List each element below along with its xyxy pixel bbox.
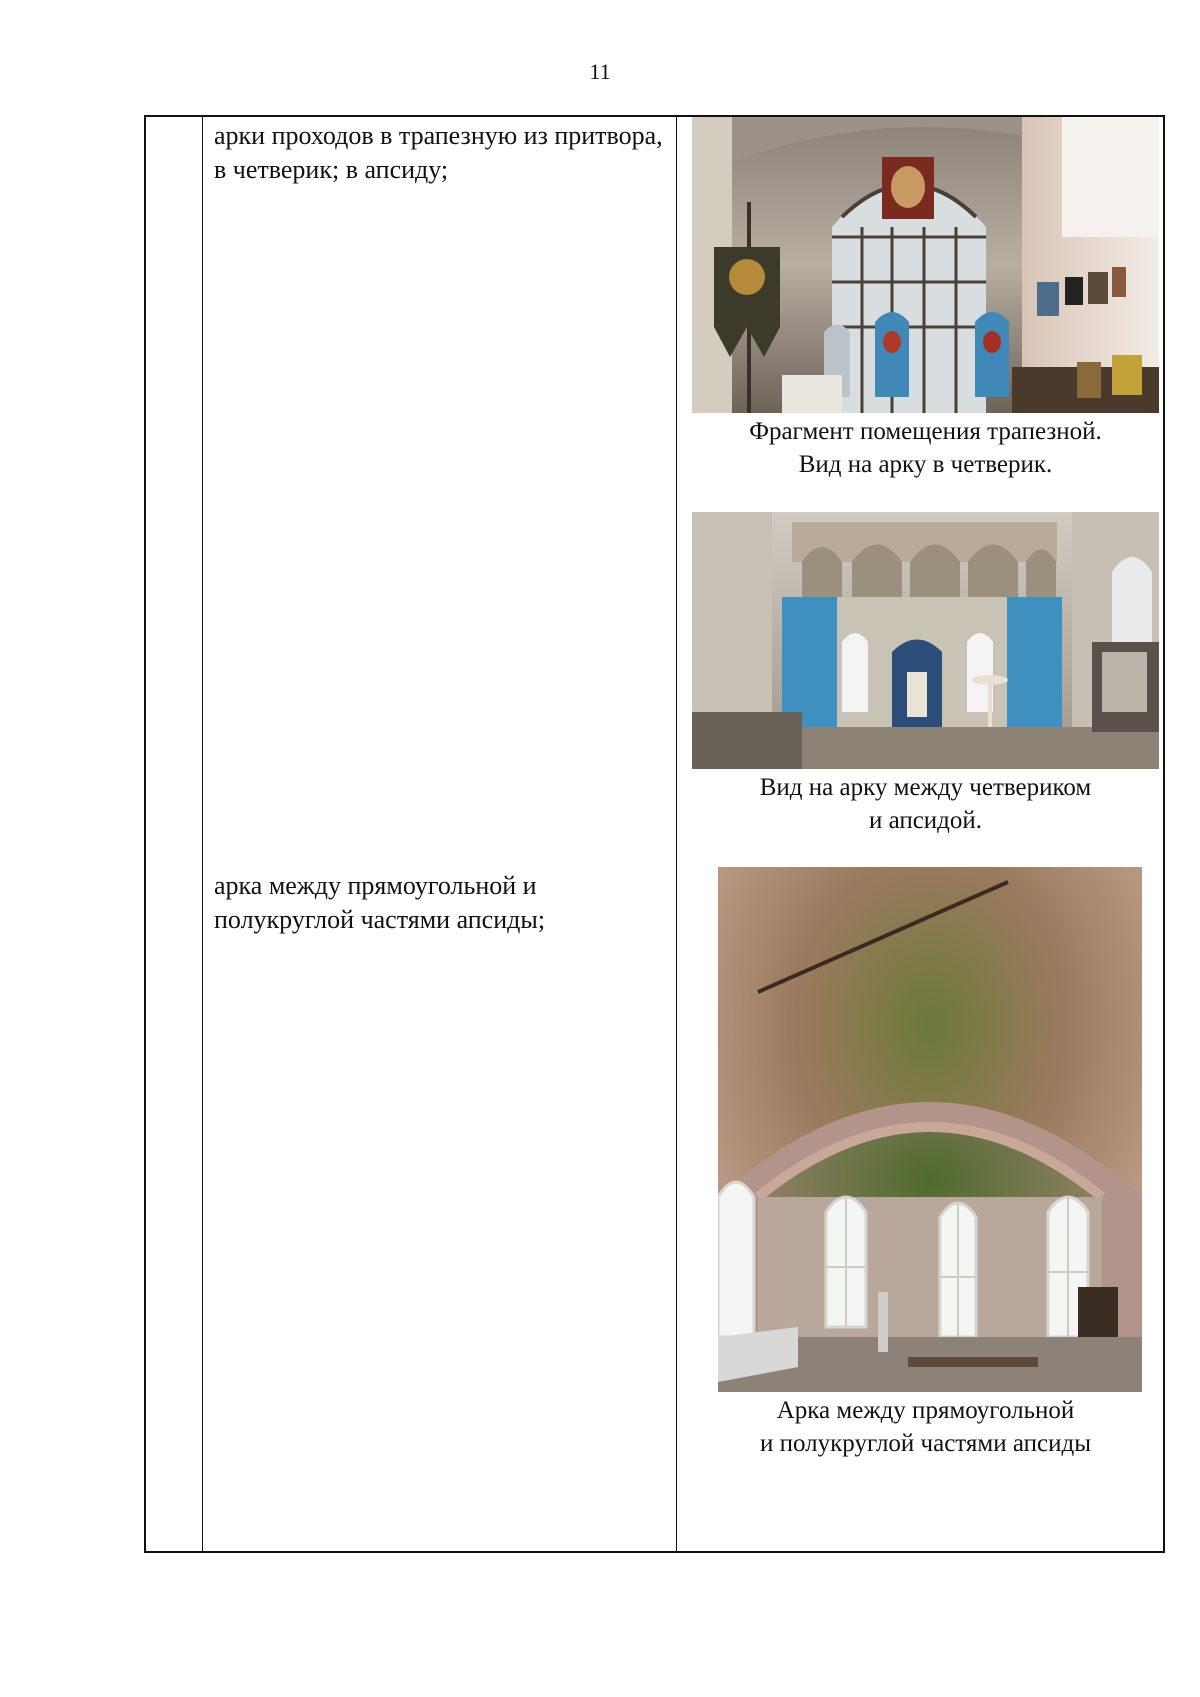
caption-line: Фрагмент помещения трапезной. [749,418,1102,445]
caption-line: Вид на арку между четвериком [759,774,1092,801]
caption-line: и полукруглой частями апсиды [759,1430,1091,1457]
page-number: 11 [589,59,611,84]
column-divider [202,117,203,1551]
photo-refectory-arch [692,117,1159,413]
caption-line: и апсидой. [868,807,983,834]
caption-line: Арка между прямоугольной [776,1397,1075,1424]
photo-apse-arch [718,867,1142,1392]
caption-line: Вид на арку в четверик. [798,451,1053,478]
photo-caption-chetverik-apse [686,771,1165,837]
row-description-arches: арки проходов в трапезную из притвора, в четверик; в апсиду; [214,121,663,184]
document-table [144,115,1165,1553]
photo-caption-apse [686,1394,1165,1460]
photo-chetverik-apse-arch [692,512,1159,769]
photo-caption-refectory [686,415,1165,481]
column-divider [676,117,677,1551]
row-description-apse-arch: арка между прямоугольной и полукруглой частями апсиды; [214,871,546,934]
